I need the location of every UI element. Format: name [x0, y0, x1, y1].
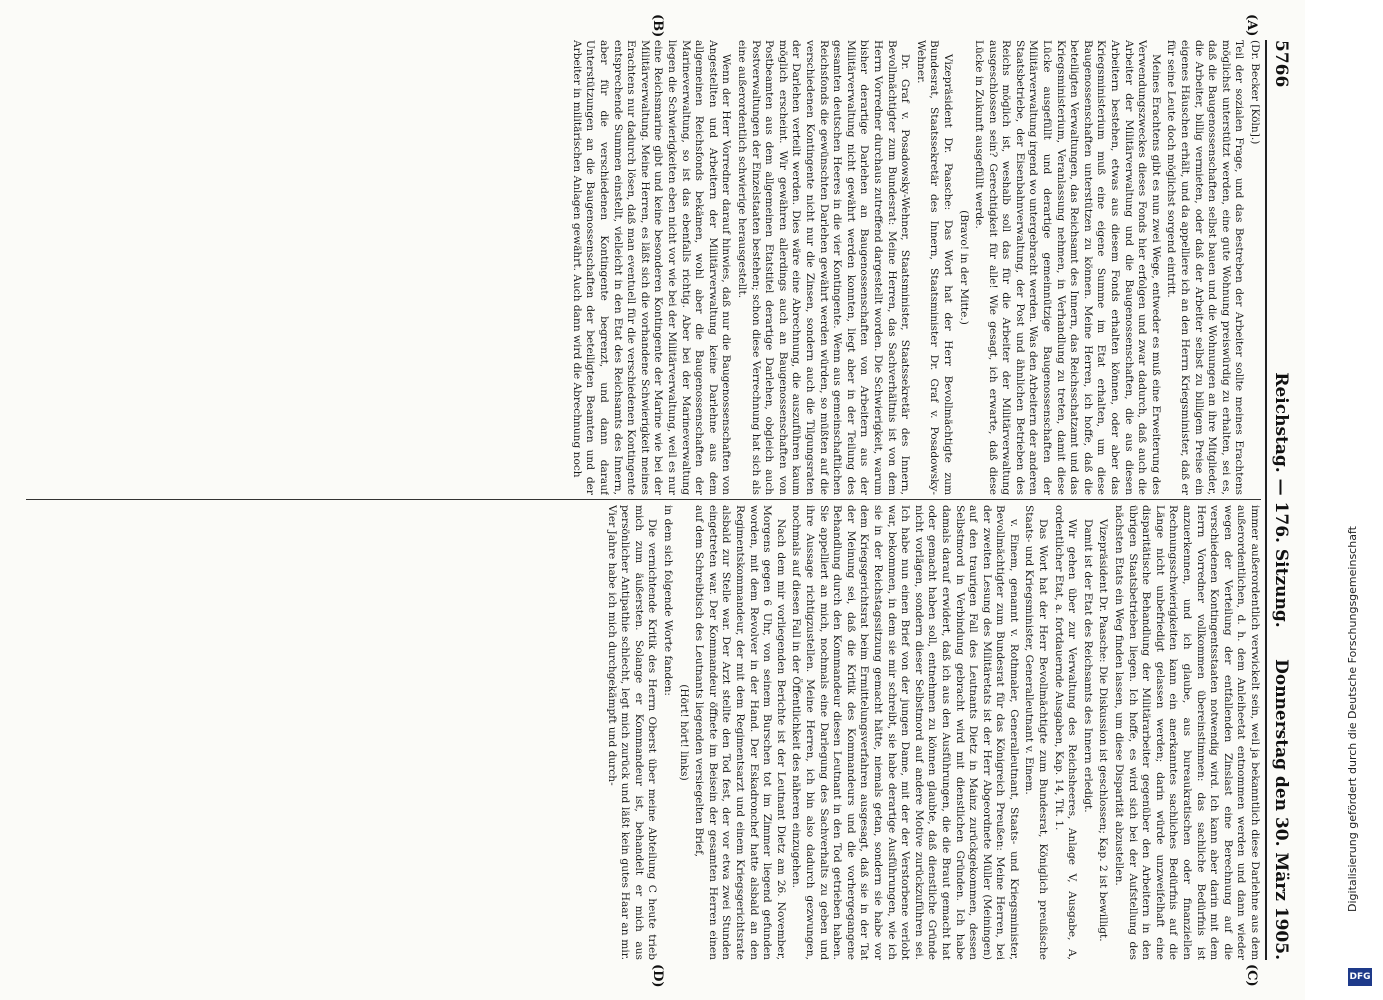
- paragraph: Dr. Graf v. Posadowsky-Wehner, Staatsminister, Staatssekretär des Innern, Bevollmächtigter zum Bundesrat: Meine Herren, das Sachverhältnis ist von dem Herrn Vorredner durchaus zutreffend dargestellt worden. Die Schwierigkeit, warum bisher derartige Darlehen an Baugenossenschaften von Arbeitern aus der Militärverwaltung nicht gewährt werden konnten, liegt aber in der Teilung des gesamten deutschen Heeres in die vier Kontingente. Wenn aus gemeinschaftlichen Reichsfonds die gewünschten Darlehen gewährt werden würden, so müßten auf die verschiedenen Kontingente nicht nur die Zinsen, sondern auch die Tilgungsraten der Darlehen verteilt werden. Dies wäre eine Abrechnung, die auszuführen kaum möglich erscheint. Wir gewähren allerdings auch an Baugenossenschaften von Postbeamten aus dem allgemeinen Etatstitel derartige Darlehen, obgleich auch Postverwaltungen der Einzelstaaten bestehen; schon diese Verrechnung hat sich als eine außerordentlich schwierige herausgestellt.: [736, 40, 912, 495]
- left-column: [21, 40, 1261, 495]
- paragraph: v. Einem, genannt v. Rothmaler, Generalleutnant, Staats- und Kriegsminister, Bevollmächtigter zum Bundesrat für das Königreich Preußen: Meine Herren, bei der zweiten Lesung des Militäretats ist der Herr Abgeordnete Müller (Meiningen) auf den traurigen Fall des Leutnants Dietz in Mainz zurückgekommen, dessen Selbstmord in Verbindung gebracht wird mit dienstlichen Gründen. Ich habe damals darauf erwidert, daß ich aus den Ausführungen, die die Braut gemacht hat oder gemacht haben soll, entnehmen zu können glaubte, daß dienstliche Gründe nicht vorlägen, sondern dieser Selbstmord auf andere Motive zurückzuführen sei. Ich habe nun einen Brief von der jungen Dame, mit der der Verstorbene verlobt war, bekommen, in dem sie mir schreibt, sie habe derartige Ausführungen, wie ich sie in der Reichstagssitzung gemacht hätte, niemals getan, sondern sie habe vor dem Kriegsgerichtsrat beim Ermittelungsverfahren ausgesagt, daß sie in der Tat der Meinung sei, daß die Kritik des Kommandeurs und die vorhergegangene Behandlung durch den Kommandeur diesen Leutnant in den Tod getrieben haben. Sie appelliert an mich, nochmals eine Darlegung des Sachverhalts zu geben und ihre Aussage richtigzustellen. Meine Herren, ich bin also dadurch gezwungen, nochmals auf diesen Fall in der Öffentlichkeit des näheren einzugehen.: [790, 505, 1020, 960]
- session-date: Donnerstag den 30. März 1905.: [1271, 659, 1291, 960]
- paragraph: Nach dem mir vorliegenden Berichte ist der Leutnant Dietz am 26. November, Morgens gegen 6 Uhr, von seinem Burschen tot im Zimmer liegend gefunden worden, mit dem Revolver in der Hand. Der Eskadronchef hatte alsbald an den Regimentskommandeur, der mit dem Regimentsarzt und einem Kriegsgerichtsrate alsbald zur Stelle war. Der Arzt stellte den Tod fest, der vor etwa zwei Stunden eingetreten war. Der Kommandeur öffnete im Beisein der gesamten Herren einen auf dem Schreibtisch des Leutnants liegenden versiegelten Brief,: [693, 505, 787, 960]
- paragraph: in dem sich folgende Worte fanden:: [662, 505, 675, 696]
- digitization-sidebar: [1340, 0, 1383, 1000]
- paragraph: Teil der sozialen Frage, und das Bestreben der Arbeiter sollte meines Erachtens möglichst unterstützt werden, eine gute Wohnung preiswürdig zu erhalten, sei es, daß die Baugenossenschaften selbst bauen und die Wohnungen an ihre Mitglieder, die Arbeiter, billig vermieten, oder daß der Arbeiter selbst zu billigem Preise ein eigenes Häuschen erhält, und da appelliere ich an den Herrn Kriegsminister, daß er für seine Leute doch möglichst sorgend eintritt.: [1165, 40, 1246, 495]
- applause-note: (Bravo! in der Mitte.): [957, 210, 970, 325]
- paragraph: Damit ist der Etat des Reichsamts des Innern erledigt.: [1081, 519, 1094, 813]
- quoted-letter: Die vernichtende Kritik des Herrn Oberst über meine Abteilung C heute trieb mich zum äußersten. Solange er Kommandeur ist, behandelt er mich aus persönlicher Antipathie schlecht, legt mich zurück und läßt kein gutes Haar an mir. Vier Jahre habe ich mich durchgekämpft und durch-: [605, 505, 659, 960]
- paragraph: Vizepräsident Dr. Paasche: Das Wort hat der Herr Bevollmächtigte zum Bundesrat, Staatssekretär des Innern, Staatsminister Dr. Graf v. Posadowsky-Wehner.: [914, 40, 954, 495]
- running-title: Reichstag. — 176. Sitzung.: [1271, 372, 1291, 628]
- paragraph: Vizepräsident Dr. Paasche: Die Diskussion ist geschlossen; Kap. 2 ist bewilligt.: [1097, 519, 1110, 942]
- paragraph: Meines Erachtens gibt es nun zwei Wege, entweder es muß eine Erweiterung des Verwendungszweckes dieses Fonds hier erfolgen und zwar dadurch, daß auch die Arbeiter der Militärverwaltung und die Baugenossenschaften, die aus diesen Arbeitern bestehen, etwas aus diesem Fonds erhalten können, oder aber das Kriegsministerium muß eine eigene Summe im Etat erhalten, um diese Baugenossenschaften unterstützen zu können. Meine Herren, ich hoffe, daß die beteiligten Verwaltungen, das Reichsamt des Innern, das Reichsschatzamt und das Kriegsministerium, Veranlassung nehmen, in Verhandlung zu treten, damit diese Lücke ausgefüllt und derartige gemeinnützige Baugenossenschaften der Militärverwaltung irgend wo untergebracht werden. Was den Arbeitern der anderen Staatsbetriebe, der Eisenbahnverwaltung, der Post und ähnlichen Betrieben des Reichs möglich ist, weshalb soll das für die Arbeiter der Militärverwaltung ausgeschlossen sein? Gerechtigkeit für alle! Wie gesagt, ich erwarte, daß diese Lücke in Zukunft ausgefüllt werde.: [973, 40, 1162, 495]
- paragraph: Das Wort hat der Herr Bevollmächtigte zum Bundesrat, Königlich preußische Staats- und Kriegsminister, Generalleutnant v. Einem.: [1023, 505, 1050, 960]
- column-divider: [26, 499, 1261, 500]
- page-header: [1265, 40, 1293, 960]
- margin-marker-d: (D): [650, 964, 665, 988]
- margin-marker-a: (A): [1244, 14, 1259, 37]
- page-number: 5766: [1271, 40, 1291, 88]
- speaker-continuation: (Dr. Becker [Köln].): [1249, 40, 1261, 145]
- paragraph: Wir gehen über zur Verwaltung des Reichsheeres, Anlage V, Ausgabe, A, ordentlicher Etat, a. fortdauernde Ausgaben, Kap. 14, Tit. 1.: [1052, 505, 1079, 960]
- paragraph: Wenn der Herr Vorredner darauf hinwies, daß nur die Baugenossenschaften von Angestellten und Arbeitern der Militärverwaltung keine Darlehne aus dem allgemeinen Reichsfonds bekämen, wohl aber die Baugenossenschaften der Marineverwaltung, so ist das ebenfalls richtig. Aber bei der Marineverwaltung liegen die Schwierigkeiten eben nicht vor wie bei der Militärverwaltung, weil es nur eine Reichsmarine gibt und keine besonderen Kontingente der Marine wie bei der Militärverwaltung. Meine Herren, es läßt sich die vorhandene Schwierigkeit meines Erachtens nur dadurch lösen, daß man eventuell für die verschiedenen Kontingente entsprechende Summen einstellt, vielleicht in den Etat des Reichsamts des Innern, aber für die verschiedenen Kontingente begrenzt, und dann darauf Unterstützungen an die Baugenossenschaften der beteiligten Beamten und der Arbeiter in militärischen Anlagen gewährt. Auch dann wird die Abrechnung noch: [570, 40, 733, 495]
- margin-marker-c: (C): [1244, 964, 1259, 987]
- margin-marker-b: (B): [650, 14, 665, 38]
- dfg-logo: DFG: [1348, 968, 1372, 986]
- funding-credit: Digitalisierung gefördert durch die Deutsche Forschungsgemeinschaft: [1346, 526, 1359, 912]
- right-column: [21, 505, 1261, 960]
- paragraph: immer außerordentlich verwickelt sein, weil ja bekanntlich diese Darlehne aus dem außerordentlichen, d. h. dem Anleiheetat entnommen werden und dann wieder wegen der Verteilung der entfallenden Zinslast eine Berechnung auf die verschiedenen Kontingentsstaaten notwendig wird. Ich kann aber darin mit dem Herrn Vorredner vollkommen übereinstimmen: das sachliche Bedürfnis ist anzuerkennen, und ich glaube, aus bureaukratischen oder finanziellen Rechnungsschwierigkeiten kann ein anerkanntes sachliches Bedürfnis auf die Länge nicht unbefriedigt gelassen werden; darin würde unzweifelhaft eine disparitätische Behandlung der Militärarbeiter gegenüber den Arbeitern in den übrigen Staatsbetrieben liegen. Ich hoffe, es wird sich bei der Aufstellung des nächsten Etats ein Weg finden lassen, um diese Disparität abzustellen.: [1113, 505, 1261, 960]
- interjection-note: (Hört! hört! links): [677, 684, 690, 781]
